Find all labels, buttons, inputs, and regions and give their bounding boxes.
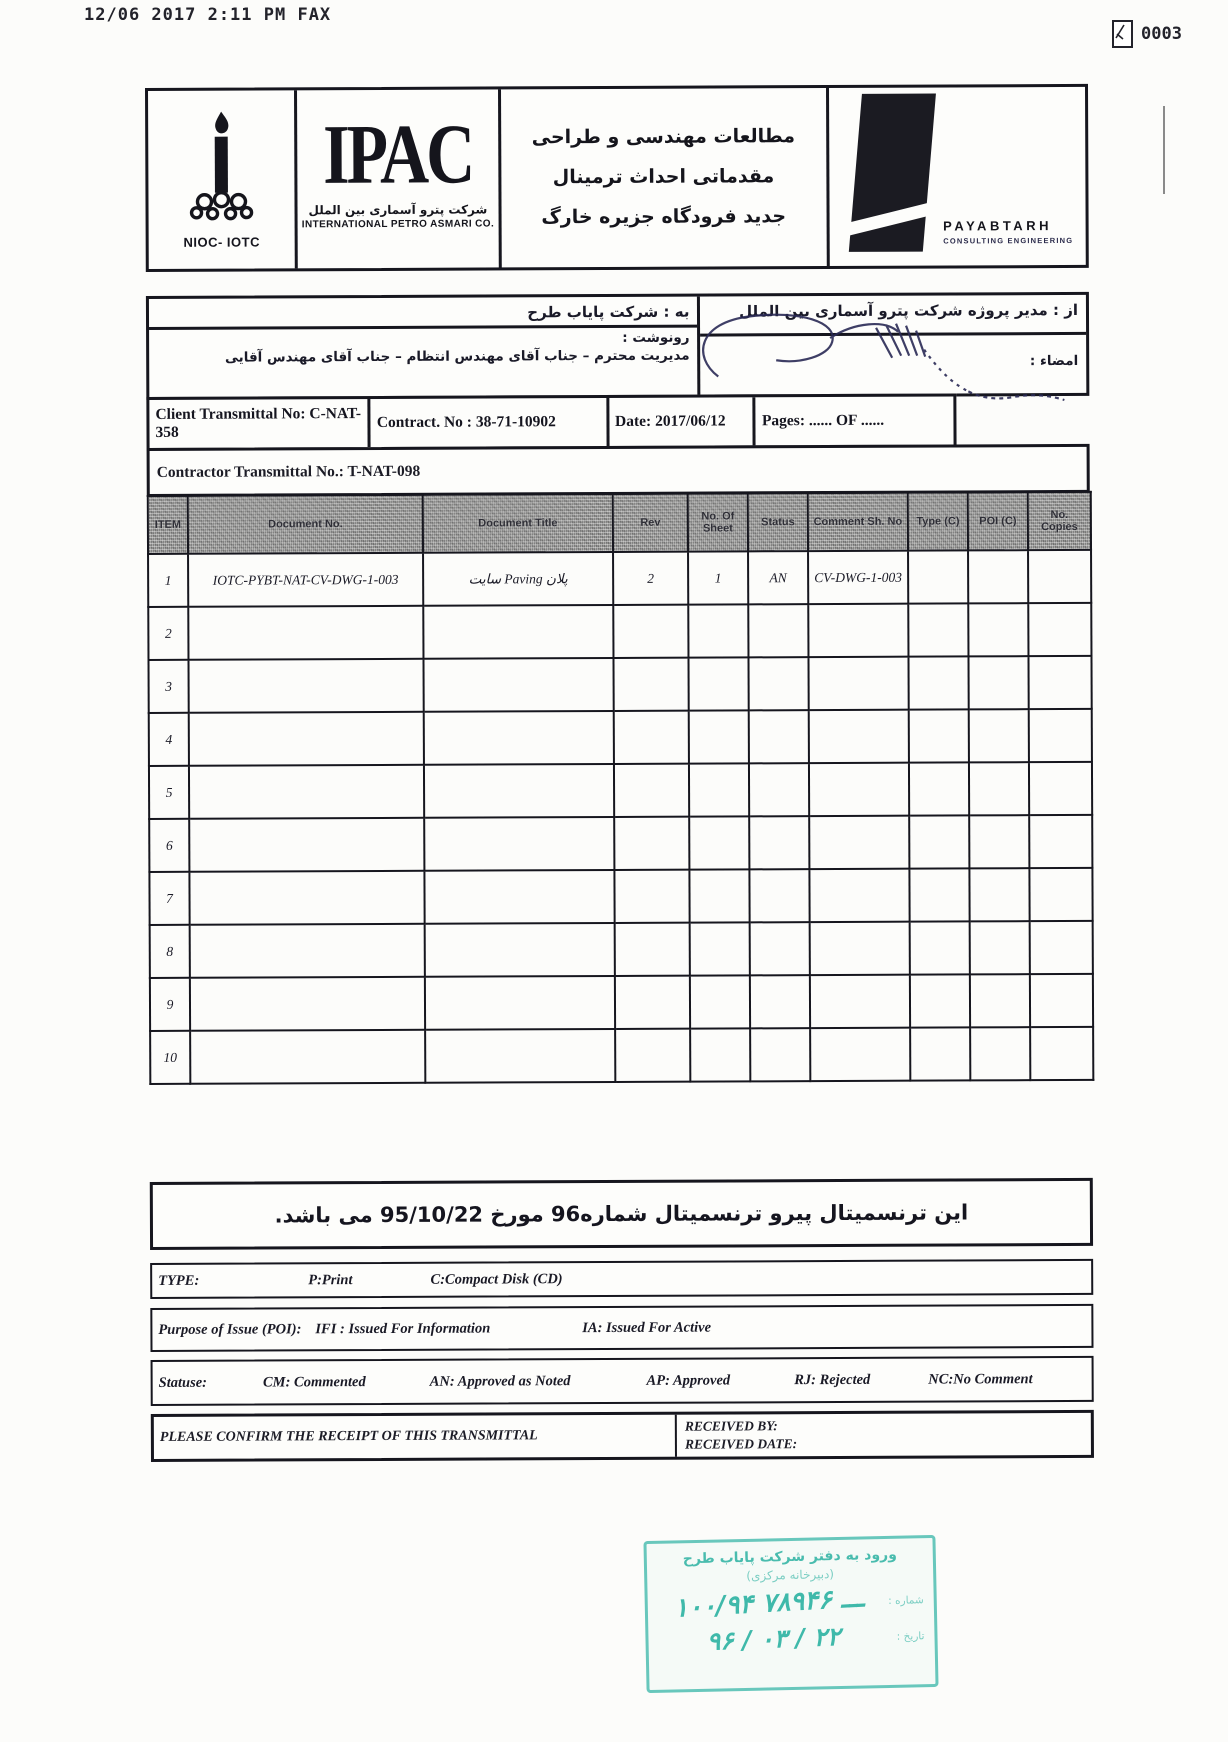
cc-value: مدیریت محترم – جناب آقای مهندس انتظام – جناب آقای مهندس آقایی (224, 347, 690, 366)
nioc-caption: NIOC- IOTC (183, 234, 260, 250)
table-cell: 7 (149, 872, 189, 925)
table-cell (809, 816, 909, 869)
confirm-message: PLEASE CONFIRM THE RECEIPT OF THIS TRANSMITTAL (154, 1415, 677, 1459)
table-cell (810, 975, 910, 1028)
table-cell: پلان Paving سایت (423, 552, 613, 606)
payabtarh-name: PAYABTARH (943, 218, 1052, 234)
project-title-line1: مطالعات مهندسی و طراحی مقدماتی احداث ترمینال (531, 125, 796, 189)
table-row (149, 868, 1092, 925)
table-cell (425, 923, 615, 977)
table-cell (1030, 974, 1093, 1027)
table-cell (749, 816, 809, 869)
table-cell (909, 868, 969, 921)
table-cell (808, 657, 908, 710)
table-header-cell: No. Copies (1028, 492, 1091, 550)
table-cell (424, 870, 614, 924)
followup-note: این ترنسمیتال پیرو ترنسمیتال شماره96 مورخ 95/10/22 می باشد. (274, 1200, 969, 1228)
table-cell (614, 817, 689, 870)
table-cell (1029, 762, 1092, 815)
table-cell (749, 869, 809, 922)
ipac-english-name: INTERNATIONAL PETRO ASMARI CO. (301, 218, 495, 231)
table-cell (1030, 921, 1093, 974)
poi-item-ia: IA: Issued For Active (582, 1319, 712, 1336)
documents-table (147, 491, 1095, 1085)
stamp-number-label: شماره : (888, 1594, 924, 1607)
table-cell (615, 923, 690, 976)
table-cell (189, 818, 424, 872)
table-cell (690, 975, 750, 1028)
table-cell (614, 870, 689, 923)
status-legend (151, 1356, 1094, 1406)
fax-timestamp: 12/06 2017 2:11 PM FAX (84, 5, 332, 25)
status-item-an: AN: Approved as Noted (429, 1372, 571, 1390)
table-cell: 2 (148, 607, 188, 660)
table-header-row (148, 492, 1091, 554)
table-cell (908, 550, 968, 603)
table-cell (908, 656, 968, 709)
table-cell (615, 1029, 690, 1082)
table-cell: 10 (150, 1031, 190, 1084)
table-row (149, 815, 1092, 872)
stamp-date-label: تاریخ : (896, 1629, 925, 1643)
table-header-cell: Document No. (188, 495, 423, 554)
client-transmittal-no: Client Transmittal No: C-NAT-358 (149, 399, 371, 448)
type-legend (150, 1259, 1093, 1299)
table-cell (810, 922, 910, 975)
table-cell: 5 (149, 766, 189, 819)
payabtarh-logo-mark (848, 94, 935, 252)
table-cell (909, 762, 969, 815)
table-cell (615, 976, 690, 1029)
note-box (150, 1178, 1093, 1250)
cc-label: رونوشت : (622, 329, 690, 346)
table-cell (689, 816, 749, 869)
status-item-rj: RJ: Rejected (794, 1371, 871, 1388)
table-cell (190, 1030, 425, 1084)
payabtarh-subtitle: CONSULTING ENGINEERING (943, 235, 1074, 246)
table-cell (188, 659, 423, 713)
table-row (148, 656, 1091, 713)
status-item-cm: CM: Commented (262, 1373, 366, 1390)
table-cell (190, 924, 425, 978)
table-cell (968, 603, 1028, 656)
type-item-cd: C:Compact Disk (CD) (430, 1270, 563, 1288)
table-row (150, 1027, 1093, 1084)
status-item-ap: AP: Approved (646, 1371, 731, 1389)
contract-no: Contract. No : 38-71-10902 (371, 398, 609, 447)
table-cell: 9 (150, 978, 190, 1031)
table-cell: IOTC-PYBT-NAT-CV-DWG-1-003 (188, 553, 423, 607)
table-cell (189, 765, 424, 819)
addressee-to: به : شرکت پایاب طرح (149, 297, 698, 330)
table-header-cell: Rev (613, 494, 688, 552)
table-cell (968, 656, 1028, 709)
table-header-cell: Type (C) (908, 492, 968, 550)
stamp-line2: (دبیرخانه مرکزی) (746, 1567, 835, 1583)
table-cell (1029, 709, 1092, 762)
table-cell (424, 711, 614, 765)
stamp-line1: ورود به دفتر شرکت پایاب طرح (682, 1546, 897, 1568)
pages-field: Pages: ...... OF ...... (761, 411, 885, 430)
nioc-torch-icon (181, 109, 262, 230)
table-cell (1029, 868, 1092, 921)
table-cell (909, 709, 969, 762)
table-row (149, 709, 1092, 766)
table-cell (748, 604, 808, 657)
table-cell (1028, 550, 1091, 603)
table-cell (614, 711, 689, 764)
table-row (148, 550, 1091, 607)
table-cell (425, 1029, 615, 1083)
table-cell (689, 710, 749, 763)
stamp-date-value: ۹۶ / ۰۳ / ۲۲ (706, 1621, 841, 1656)
table-cell (750, 1028, 810, 1081)
table-header-cell: Document Title (423, 494, 613, 553)
table-cell (423, 658, 613, 712)
table-cell (424, 817, 614, 871)
table-cell (688, 604, 748, 657)
table-cell (969, 709, 1029, 762)
table-cell (969, 762, 1029, 815)
stamp-number-value: ۱۰۰/۹۴ ـــ ۷۸۹۴۶ (673, 1583, 865, 1624)
addressee-from: از : مدیر پروژه شرکت پترو آسماری بین الملل (700, 295, 1086, 337)
table-cell (970, 921, 1030, 974)
transmittal-form (145, 84, 1094, 1462)
table-cell (423, 605, 613, 659)
contractor-transmittal-no: Contractor Transmittal No.: T-NAT-098 (147, 444, 1090, 497)
table-cell (749, 710, 809, 763)
status-label: Statuse: (158, 1374, 208, 1391)
project-title-cell (501, 88, 830, 267)
table-cell (908, 603, 968, 656)
scan-artifact-line (1163, 106, 1165, 194)
table-cell (748, 657, 808, 710)
table-cell (809, 869, 909, 922)
ipac-logo-text: IPAC (322, 106, 473, 202)
table-cell (1029, 815, 1092, 868)
table-cell: 3 (148, 660, 188, 713)
table-cell: CV-DWG-1-003 (808, 551, 908, 604)
confirm-row (151, 1410, 1094, 1462)
poi-legend (150, 1304, 1093, 1352)
table-cell (689, 763, 749, 816)
table-cell (1028, 603, 1091, 656)
doc-table-body (148, 550, 1093, 1084)
project-title-line2: جدید فرودگاه جزیره خارگ (541, 205, 787, 229)
table-cell (689, 869, 749, 922)
addressing-block (146, 292, 1089, 400)
type-label: TYPE: (158, 1272, 200, 1289)
table-cell (188, 606, 423, 660)
table-cell: 1 (148, 554, 188, 607)
table-cell: 1 (688, 551, 748, 604)
table-row (150, 974, 1093, 1031)
table-header-cell: No. Of Sheet (688, 493, 748, 551)
table-cell (970, 1027, 1030, 1080)
table-cell (968, 550, 1028, 603)
received-by-label: RECEIVED BY: (684, 1418, 778, 1434)
table-header-cell: ITEM (148, 496, 188, 554)
transmittal-date: Date: 2017/06/12 (609, 397, 756, 446)
table-header-cell: Status (748, 493, 808, 551)
table-cell (613, 605, 688, 658)
payabtarh-logo-cell (829, 87, 1086, 266)
table-cell (809, 710, 909, 763)
table-cell (614, 764, 689, 817)
table-header-cell: Comment Sh. No (808, 493, 908, 551)
table-row (149, 762, 1092, 819)
entry-stamp (643, 1535, 938, 1693)
table-cell (190, 977, 425, 1031)
table-cell (910, 974, 970, 1027)
status-item-nc: NC:No Comment (928, 1370, 1033, 1388)
table-cell (1030, 1027, 1093, 1080)
table-cell: 2 (613, 552, 688, 605)
table-cell: 8 (150, 925, 190, 978)
poi-label: Purpose of Issue (POI): (158, 1320, 302, 1338)
table-cell (970, 974, 1030, 1027)
table-header-cell: POI (C) (968, 492, 1028, 550)
table-cell (1028, 656, 1091, 709)
table-cell (810, 1028, 910, 1081)
transmittal-info-row (146, 393, 956, 451)
table-cell (690, 1028, 750, 1081)
received-date-label: RECEIVED DATE: (684, 1436, 798, 1452)
table-cell: 4 (149, 713, 189, 766)
table-cell (910, 921, 970, 974)
fax-page-icon (1112, 20, 1133, 48)
table-cell (969, 868, 1029, 921)
table-cell (749, 763, 809, 816)
table-cell (809, 763, 909, 816)
table-cell (969, 815, 1029, 868)
table-cell (189, 871, 424, 925)
fax-page-number: 0003 (1141, 24, 1182, 44)
table-row (150, 921, 1093, 978)
table-cell (750, 922, 810, 975)
table-cell (425, 976, 615, 1030)
table-cell (424, 764, 614, 818)
table-cell (910, 1027, 970, 1080)
table-row (148, 603, 1091, 660)
table-cell: AN (748, 551, 808, 604)
table-cell (909, 815, 969, 868)
signature-label: امضاء : (1029, 352, 1079, 370)
letterhead (145, 84, 1089, 272)
table-cell (189, 712, 424, 766)
table-cell: 6 (149, 819, 189, 872)
table-cell (688, 657, 748, 710)
nioc-logo-cell (148, 90, 298, 269)
poi-item-ifi: IFI : Issued For Information (315, 1320, 491, 1337)
table-cell (690, 922, 750, 975)
ipac-logo-cell (297, 89, 501, 268)
table-cell (613, 658, 688, 711)
table-cell (750, 975, 810, 1028)
ipac-persian-name: شرکت پترو آسماری بین الملل (308, 202, 488, 218)
type-item-print: P:Print (308, 1271, 353, 1288)
table-cell (808, 604, 908, 657)
